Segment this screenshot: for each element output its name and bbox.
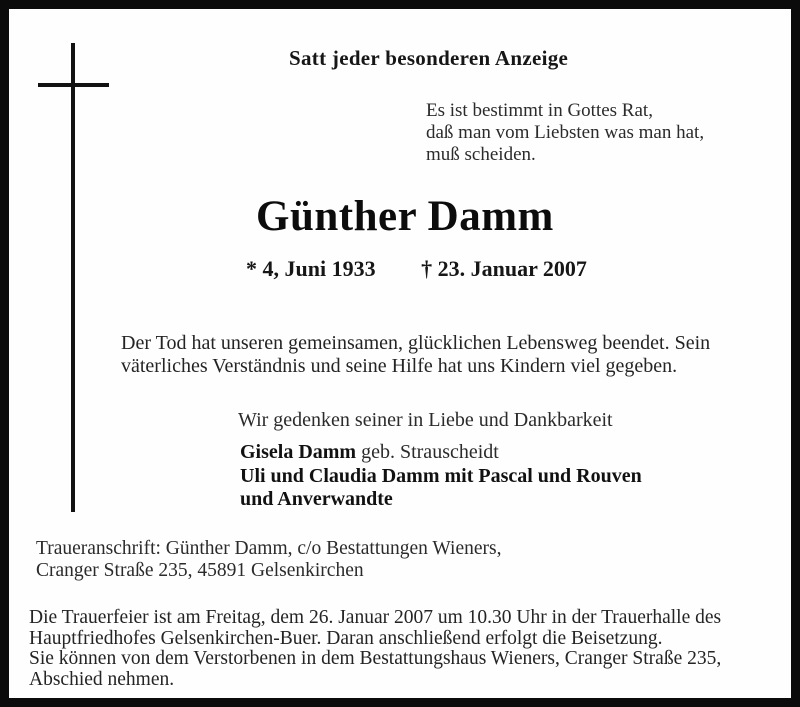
mourner-maiden-name: geb. Strauscheidt bbox=[356, 441, 499, 463]
mourner-line-1 bbox=[240, 441, 642, 465]
life-dates bbox=[246, 256, 587, 282]
mourning-address-block bbox=[36, 538, 501, 582]
address-line-2: Cranger Straße 235, 45891 Gelsenkirchen bbox=[36, 560, 364, 581]
deceased-name: Günther Damm bbox=[256, 193, 554, 240]
funeral-info-block bbox=[29, 608, 721, 690]
tribute-paragraph bbox=[121, 332, 710, 378]
cross-icon-horizontal-bar bbox=[38, 83, 109, 87]
notice-header: Satt jeder besonderen Anzeige bbox=[289, 46, 569, 70]
remembrance-line: Wir gedenken seiner in Liebe und Dankbarkeit bbox=[238, 409, 613, 431]
mourners-block bbox=[240, 441, 642, 512]
address-line-1: Traueranschrift: Günther Damm, c/o Bestattungen Wieners, bbox=[36, 538, 502, 559]
verse-block bbox=[426, 100, 704, 166]
verse-line-3: muß scheiden. bbox=[426, 144, 536, 165]
death-date: † 23. Januar 2007 bbox=[421, 256, 587, 281]
mourner-line-2: Uli und Claudia Damm mit Pascal und Rouven bbox=[240, 464, 642, 487]
tribute-line-1: Der Tod hat unseren gemeinsamen, glücklichen Lebensweg beendet. Sein bbox=[121, 332, 711, 354]
tribute-line-2: väterliches Verständnis und seine Hilfe hat uns Kindern viel gegeben. bbox=[121, 355, 678, 377]
mourner-name-gisela: Gisela Damm bbox=[240, 441, 357, 463]
funeral-line-2: Hauptfriedhofes Gelsenkirchen-Buer. Daran anschließend erfolgt die Beisetzung. bbox=[29, 627, 663, 649]
mourner-line-3: und Anverwandte bbox=[240, 488, 393, 510]
funeral-line-4: Abschied nehmen. bbox=[29, 668, 175, 690]
birth-date: * 4, Juni 1933 bbox=[246, 256, 376, 281]
funeral-line-3: Sie können von dem Verstorbenen in dem Bestattungshaus Wieners, Cranger Straße 235, bbox=[29, 648, 722, 669]
verse-line-1: Es ist bestimmt in Gottes Rat, bbox=[426, 100, 653, 121]
funeral-line-1: Die Trauerfeier ist am Freitag, dem 26. Januar 2007 um 10.30 Uhr in der Trauerhalle des bbox=[29, 607, 722, 628]
verse-line-2: daß man vom Liebsten was man hat, bbox=[426, 122, 705, 143]
cross-icon-vertical-bar bbox=[71, 43, 75, 512]
